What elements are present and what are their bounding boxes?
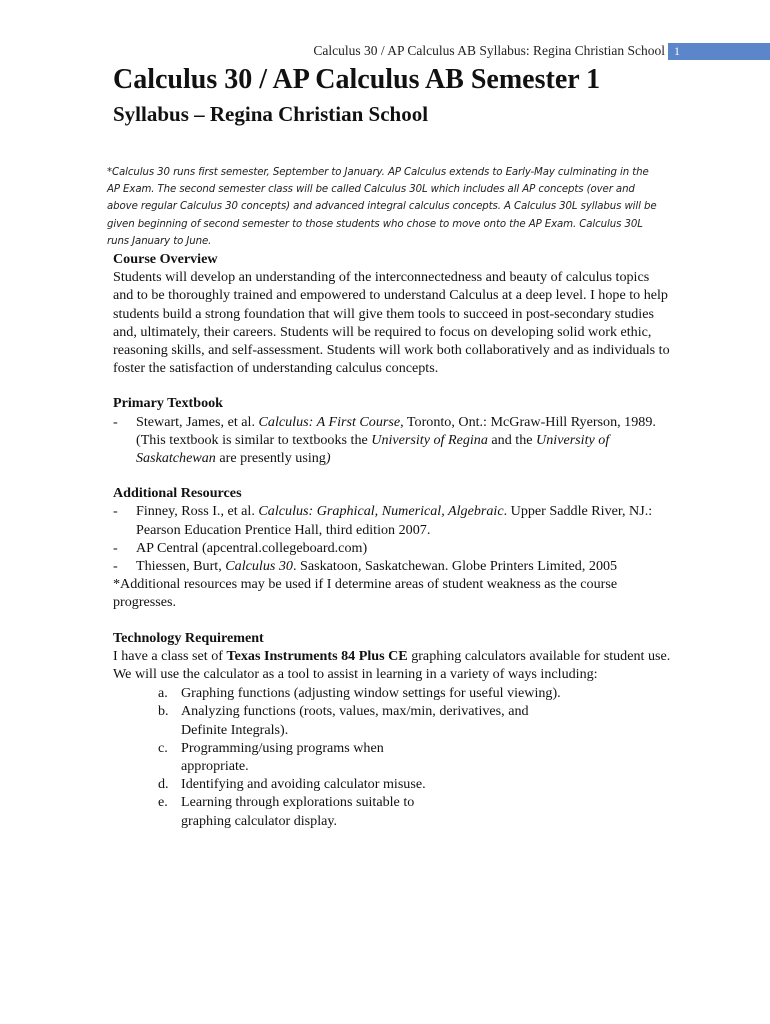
- book-title: Calculus 30: [225, 558, 293, 575]
- document-subtitle: Syllabus – Regina Christian School: [113, 102, 429, 126]
- primary-textbook-list: [113, 413, 673, 468]
- additional-resources-list: [113, 502, 673, 575]
- document-title: Calculus 30 / AP Calculus AB Semester 1: [113, 64, 601, 95]
- additional-resources-heading: Additional Resources: [113, 485, 242, 502]
- calculator-uses-list: [113, 684, 673, 830]
- running-header: Calculus 30 / AP Calculus AB Syllabus: Regina Christian School: [313, 43, 665, 58]
- technology-intro: I have a class set of Texas Instruments 84 Plus CE graphing calculators available for student use. We will use the calculator as a tool to assist in learning in a variety of ways including:: [113, 647, 671, 683]
- course-overview-text: Students will develop an understanding of the interconnectedness and beauty of calculus topics and to be thoroughly trained and empowered to understand Calculus at a deep level. I hope to help students build a strong foundation that will give them tools to succeed in post-secondary studies and, ultimately, their careers. Students will be required to focus on developing solid work ethic, reasoning skills, and self-assessment. Students will work both collaboratively and as individuals to foster the satisfaction of understanding calculus concepts.: [113, 269, 670, 377]
- syllabus-body: [113, 250, 673, 830]
- list-item: e. Learning through explorations suitable to graphing calculator display.: [158, 794, 415, 829]
- list-item: - Stewart, James, et al. Calculus: A First Course, Toronto, Ont.: McGraw-Hill Ryerson, 1989. (This textbook is similar to textbooks the University of Regina and the University of Saskatchewan are presently using): [113, 413, 656, 467]
- list-bullet: -: [113, 413, 118, 430]
- list-item: d. Identifying and avoiding calculator misuse.: [158, 776, 426, 793]
- resources-footnote: *Additional resources may be used if I determine areas of student weakness as the course progresses.: [113, 576, 618, 611]
- list-item: - Thiessen, Burt, Calculus 30. Saskatoon, Saskatchewan. Globe Printers Limited, 2005: [113, 558, 618, 575]
- semester-note: *Calculus 30 runs first semester, September to January. AP Calculus extends to Early-May culminating in the AP Exam. The second semester class will be called Calculus 30L which includes all AP concepts (over and above regular Calculus 30 concepts) and advanced integral calculus concepts. A Calculus 30L syllabus will be given beginning of second semester to those students who chose to move onto the AP Exam. Calculus 30L runs January to June.: [107, 167, 657, 247]
- course-overview-heading: Course Overview: [113, 251, 218, 267]
- book-title: Calculus: A First Course: [258, 413, 401, 430]
- list-item: a. Graphing functions (adjusting window settings for useful viewing).: [158, 685, 561, 702]
- list-item: - Finney, Ross I., et al. Calculus: Graphical, Numerical, Algebraic. Upper Saddle River, NJ.: Pearson Education Prentice Hall, third edition 2007.: [113, 503, 653, 538]
- list-item: b. Analyzing functions (roots, values, max/min, derivatives, and Definite Integrals).: [158, 703, 529, 738]
- primary-textbook-heading: Primary Textbook: [113, 395, 224, 412]
- book-title: Calculus: Graphical, Numerical, Algebraic: [258, 503, 504, 520]
- list-item: c. Programming/using programs when appropriate.: [158, 739, 384, 775]
- list-item: - AP Central (apcentral.collegeboard.com): [113, 539, 368, 556]
- calculator-model: Texas Instruments 84 Plus CE: [226, 647, 408, 664]
- page-number: 1: [668, 43, 770, 60]
- technology-heading: Technology Requirement: [113, 629, 264, 646]
